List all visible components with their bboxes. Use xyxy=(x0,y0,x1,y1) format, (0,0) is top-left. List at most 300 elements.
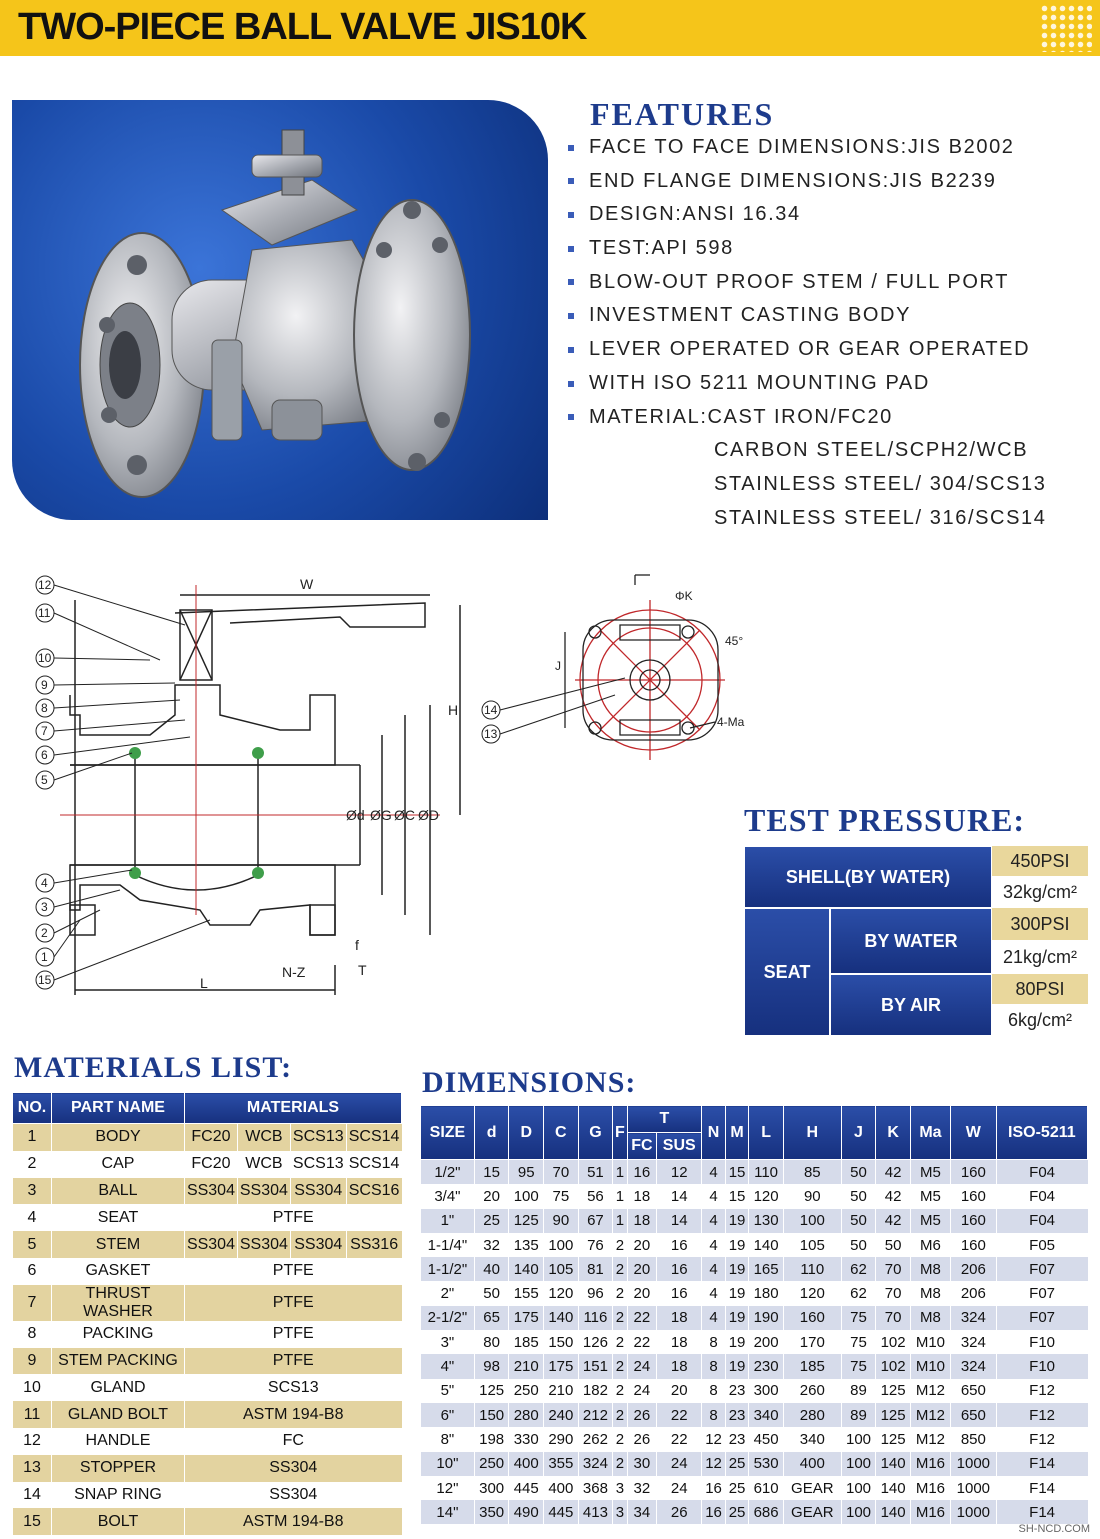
table-cell: 4" xyxy=(421,1354,475,1378)
table-cell: GLAND xyxy=(52,1374,185,1401)
table-cell: 140 xyxy=(876,1476,911,1500)
table-cell: 350 xyxy=(474,1500,509,1524)
col-header: d xyxy=(474,1106,509,1160)
callout-2 xyxy=(36,924,54,942)
table-cell: 95 xyxy=(509,1160,544,1185)
table-cell: 5" xyxy=(421,1379,475,1403)
col-header: N xyxy=(702,1106,726,1160)
table-cell: 185 xyxy=(783,1354,841,1378)
table-cell: 450 xyxy=(749,1427,784,1451)
table-cell: 14 xyxy=(657,1184,702,1208)
table-cell: GEAR xyxy=(783,1476,841,1500)
dim-label-w: W xyxy=(300,576,314,592)
table-row xyxy=(421,1209,1088,1233)
bullet-icon xyxy=(568,414,574,420)
table-cell: ASTM 194-B8 xyxy=(185,1508,402,1535)
table-cell: 280 xyxy=(509,1403,544,1427)
table-row xyxy=(421,1500,1088,1524)
table-cell: 210 xyxy=(509,1354,544,1378)
table-cell: 1 xyxy=(613,1184,627,1208)
table-cell: 14" xyxy=(421,1500,475,1524)
table-cell: 50 xyxy=(841,1209,876,1233)
feature-item: DESIGN:ANSI 16.34 xyxy=(568,203,1046,237)
table-cell: 18 xyxy=(657,1330,702,1354)
svg-text:12: 12 xyxy=(38,578,52,592)
table-cell: STEM PACKING xyxy=(52,1348,185,1375)
table-cell: 23 xyxy=(725,1379,749,1403)
table-cell: 50 xyxy=(474,1281,509,1305)
table-cell: F07 xyxy=(996,1257,1087,1281)
callout-8 xyxy=(36,699,54,717)
table-cell: 40 xyxy=(474,1257,509,1281)
dim-label-og: ØG xyxy=(370,807,392,823)
table-cell: 42 xyxy=(876,1209,911,1233)
table-cell: SS304 xyxy=(185,1455,402,1482)
table-cell: ASTM 194-B8 xyxy=(185,1401,402,1428)
table-row xyxy=(421,1354,1088,1378)
table-cell: 340 xyxy=(749,1403,784,1427)
table-cell: 19 xyxy=(725,1209,749,1233)
table-cell: 90 xyxy=(544,1209,579,1233)
table-cell: F14 xyxy=(996,1452,1087,1476)
table-row xyxy=(421,1184,1088,1208)
table-cell: F05 xyxy=(996,1233,1087,1257)
table-cell: 240 xyxy=(544,1403,579,1427)
table-cell: 18 xyxy=(657,1354,702,1378)
svg-text:5: 5 xyxy=(41,773,48,787)
table-cell: 110 xyxy=(749,1160,784,1185)
table-cell: 160 xyxy=(951,1184,997,1208)
table-cell: 120 xyxy=(783,1281,841,1305)
table-cell: 16 xyxy=(702,1476,726,1500)
table-cell: 18 xyxy=(627,1209,657,1233)
feature-material-line: CARBON STEEL/SCPH2/WCB xyxy=(714,439,1029,462)
table-cell: 2 xyxy=(613,1330,627,1354)
table-cell: 56 xyxy=(578,1184,613,1208)
table-cell: 160 xyxy=(951,1209,997,1233)
col-header: L xyxy=(749,1106,784,1160)
table-cell: M12 xyxy=(910,1379,950,1403)
table-row xyxy=(13,1258,402,1285)
table-cell: GASKET xyxy=(52,1258,185,1285)
table-cell: 102 xyxy=(876,1354,911,1378)
table-cell: 8 xyxy=(702,1330,726,1354)
table-cell: 8" xyxy=(421,1427,475,1451)
table-cell: 14 xyxy=(13,1482,52,1509)
table-cell: 4 xyxy=(702,1281,726,1305)
table-cell: 12 xyxy=(702,1427,726,1451)
bullet-icon xyxy=(568,246,574,252)
table-cell: 126 xyxy=(578,1330,613,1354)
table-cell: 400 xyxy=(783,1452,841,1476)
table-cell: 89 xyxy=(841,1379,876,1403)
table-row xyxy=(421,1452,1088,1476)
table-row xyxy=(13,1374,402,1401)
table-cell: 445 xyxy=(509,1476,544,1500)
table-cell: 2 xyxy=(613,1281,627,1305)
callout-3 xyxy=(36,898,54,916)
table-cell: 15 xyxy=(474,1160,509,1185)
dim-label-angle: 45° xyxy=(725,634,744,648)
table-cell: 650 xyxy=(951,1379,997,1403)
table-cell: 120 xyxy=(544,1281,579,1305)
table-cell: 14 xyxy=(657,1209,702,1233)
table-cell: F10 xyxy=(996,1330,1087,1354)
table-cell: 75 xyxy=(544,1184,579,1208)
table-cell: 23 xyxy=(725,1403,749,1427)
table-cell: 340 xyxy=(783,1427,841,1451)
table-row xyxy=(13,1348,402,1375)
table-cell: 26 xyxy=(657,1500,702,1524)
table-cell: 81 xyxy=(578,1257,613,1281)
table-cell: 20 xyxy=(627,1233,657,1257)
table-cell: HANDLE xyxy=(52,1428,185,1455)
table-cell: 1 xyxy=(13,1124,52,1151)
table-cell: 160 xyxy=(783,1306,841,1330)
table-cell: 16 xyxy=(657,1233,702,1257)
table-cell: 2 xyxy=(613,1452,627,1476)
table-cell: 445 xyxy=(544,1500,579,1524)
table-cell: PACKING xyxy=(52,1321,185,1348)
table-cell: 16 xyxy=(657,1257,702,1281)
table-cell: 20 xyxy=(474,1184,509,1208)
table-cell: 2" xyxy=(421,1281,475,1305)
table-cell: F07 xyxy=(996,1306,1087,1330)
table-cell: PTFE xyxy=(185,1258,402,1285)
table-cell: 8 xyxy=(702,1403,726,1427)
table-cell: 70 xyxy=(876,1281,911,1305)
col-header: MATERIALS xyxy=(185,1093,402,1124)
col-header: D xyxy=(509,1106,544,1160)
table-cell: 2 xyxy=(613,1427,627,1451)
table-cell: 1 xyxy=(613,1160,627,1185)
table-cell: M8 xyxy=(910,1281,950,1305)
table-cell: 260 xyxy=(783,1379,841,1403)
table-row xyxy=(13,1455,402,1482)
dim-label-f: f xyxy=(355,937,359,953)
table-cell: 140 xyxy=(544,1306,579,1330)
table-cell: SEAT xyxy=(52,1204,185,1231)
table-cell: F14 xyxy=(996,1476,1087,1500)
table-cell: 120 xyxy=(749,1184,784,1208)
table-cell: STOPPER xyxy=(52,1455,185,1482)
table-cell: M5 xyxy=(910,1160,950,1185)
table-cell: 110 xyxy=(783,1257,841,1281)
col-subheader: FC xyxy=(627,1133,657,1160)
materials-heading: MATERIALS LIST: xyxy=(14,1051,293,1084)
table-cell: 24 xyxy=(657,1476,702,1500)
dim-label-h: H xyxy=(448,702,459,718)
table-cell: FC20 xyxy=(185,1124,238,1151)
table-cell: 3 xyxy=(613,1500,627,1524)
table-row xyxy=(421,1476,1088,1500)
table-cell: M6 xyxy=(910,1233,950,1257)
table-cell: 2-1/2" xyxy=(421,1306,475,1330)
table-cell: 324 xyxy=(578,1452,613,1476)
header-bar xyxy=(0,0,1100,56)
by-air-kg: 6kg/cm² xyxy=(1007,1009,1072,1030)
table-cell: 51 xyxy=(578,1160,613,1185)
table-cell: 150 xyxy=(474,1403,509,1427)
table-cell: 3" xyxy=(421,1330,475,1354)
table-cell: F12 xyxy=(996,1403,1087,1427)
col-header: G xyxy=(578,1106,613,1160)
table-cell: 160 xyxy=(951,1160,997,1185)
table-cell: 76 xyxy=(578,1233,613,1257)
bullet-icon xyxy=(568,178,574,184)
watermark: SH-NCD.COM xyxy=(1018,1523,1090,1535)
ball-valve-image xyxy=(12,100,548,520)
table-cell: 75 xyxy=(841,1306,876,1330)
table-cell: 32 xyxy=(474,1233,509,1257)
table-cell: SCS14 xyxy=(346,1151,401,1178)
table-cell: 105 xyxy=(783,1233,841,1257)
table-cell: 16 xyxy=(702,1500,726,1524)
table-cell: 1" xyxy=(421,1209,475,1233)
dimensions-table xyxy=(420,1105,1088,1524)
table-cell: 2 xyxy=(613,1257,627,1281)
table-cell: SCS16 xyxy=(346,1178,401,1205)
col-header: M xyxy=(725,1106,749,1160)
svg-text:7: 7 xyxy=(41,724,48,738)
table-cell: 25 xyxy=(725,1500,749,1524)
table-cell: 62 xyxy=(841,1281,876,1305)
table-row xyxy=(421,1403,1088,1427)
table-row xyxy=(421,1160,1088,1185)
table-cell: 206 xyxy=(951,1257,997,1281)
callout-14 xyxy=(482,701,500,719)
bullet-icon xyxy=(568,381,574,387)
table-cell: BODY xyxy=(52,1124,185,1151)
table-cell: 250 xyxy=(474,1452,509,1476)
table-cell: 180 xyxy=(749,1281,784,1305)
table-cell: 34 xyxy=(627,1500,657,1524)
table-cell: 300 xyxy=(749,1379,784,1403)
table-cell: CAP xyxy=(52,1151,185,1178)
table-cell: 2 xyxy=(613,1233,627,1257)
table-cell: 24 xyxy=(657,1452,702,1476)
table-cell: 8 xyxy=(13,1321,52,1348)
table-cell: WCB xyxy=(237,1151,290,1178)
table-cell: PTFE xyxy=(185,1285,402,1321)
col-header: NO. xyxy=(13,1093,52,1124)
callout-12 xyxy=(36,576,54,594)
table-cell: 355 xyxy=(544,1452,579,1476)
table-cell: 98 xyxy=(474,1354,509,1378)
table-row xyxy=(13,1428,402,1455)
by-water-psi: 300PSI xyxy=(992,908,1088,940)
table-cell: 4 xyxy=(13,1204,52,1231)
table-cell: M16 xyxy=(910,1476,950,1500)
table-cell: 12 xyxy=(657,1160,702,1185)
table-cell: 19 xyxy=(725,1354,749,1378)
table-cell: SCS13 xyxy=(290,1124,346,1151)
table-row xyxy=(13,1401,402,1428)
bullet-icon xyxy=(568,212,574,218)
table-cell: 65 xyxy=(474,1306,509,1330)
table-cell: 10 xyxy=(13,1374,52,1401)
table-cell: 185 xyxy=(509,1330,544,1354)
table-cell: M12 xyxy=(910,1427,950,1451)
callout-7 xyxy=(36,722,54,740)
table-cell: 324 xyxy=(951,1306,997,1330)
table-cell: 400 xyxy=(509,1452,544,1476)
table-cell: 16 xyxy=(657,1281,702,1305)
table-cell: 22 xyxy=(657,1403,702,1427)
table-cell: SCS13 xyxy=(290,1151,346,1178)
table-cell: 368 xyxy=(578,1476,613,1500)
table-cell: 2 xyxy=(613,1354,627,1378)
table-cell: SNAP RING xyxy=(52,1482,185,1509)
table-cell: F10 xyxy=(996,1354,1087,1378)
table-row xyxy=(13,1321,402,1348)
table-cell: 50 xyxy=(841,1160,876,1185)
table-cell: BOLT xyxy=(52,1508,185,1535)
table-cell: 42 xyxy=(876,1160,911,1185)
dim-label-od: ØD xyxy=(418,807,439,823)
table-cell: 12" xyxy=(421,1476,475,1500)
table-cell: 7 xyxy=(13,1285,52,1321)
table-cell: F04 xyxy=(996,1209,1087,1233)
table-cell: 530 xyxy=(749,1452,784,1476)
table-row xyxy=(421,1233,1088,1257)
feature-item: INVESTMENT CASTING BODY xyxy=(568,304,1046,338)
table-cell: 175 xyxy=(509,1306,544,1330)
table-cell: 140 xyxy=(876,1500,911,1524)
dot-pattern-decoration xyxy=(1040,4,1092,52)
table-cell: 9 xyxy=(13,1348,52,1375)
table-cell: 50 xyxy=(876,1233,911,1257)
dim-label-l: L xyxy=(200,975,208,991)
shell-label: SHELL(BY WATER) xyxy=(744,846,992,908)
col-header: SIZE xyxy=(421,1106,475,1160)
table-cell: 19 xyxy=(725,1281,749,1305)
svg-text:3: 3 xyxy=(41,900,48,914)
table-cell: M16 xyxy=(910,1452,950,1476)
feature-item: MATERIAL:CAST IRON/FC20 xyxy=(568,406,1046,440)
table-cell: PTFE xyxy=(185,1348,402,1375)
table-row xyxy=(13,1204,402,1231)
table-cell: 280 xyxy=(783,1403,841,1427)
table-cell: 100 xyxy=(841,1500,876,1524)
feature-item: BLOW-OUT PROOF STEM / FULL PORT xyxy=(568,271,1046,305)
svg-text:9: 9 xyxy=(41,678,48,692)
table-cell: 6" xyxy=(421,1403,475,1427)
dim-label-t: T xyxy=(358,962,367,978)
col-subheader: SUS xyxy=(657,1133,702,1160)
table-cell: 4 xyxy=(702,1257,726,1281)
table-cell: 15 xyxy=(725,1160,749,1185)
dim-label-odd: Ød xyxy=(346,807,365,823)
test-pressure-table xyxy=(744,846,1088,1036)
shell-psi: 450PSI xyxy=(992,846,1088,876)
table-cell: F04 xyxy=(996,1160,1087,1185)
table-row xyxy=(13,1482,402,1509)
shell-kg: 32kg/cm² xyxy=(1002,881,1078,902)
feature-item: LEVER OPERATED OR GEAR OPERATED xyxy=(568,338,1046,372)
table-cell: F04 xyxy=(996,1184,1087,1208)
table-cell: 13 xyxy=(13,1455,52,1482)
table-cell: M16 xyxy=(910,1500,950,1524)
table-cell: 175 xyxy=(544,1354,579,1378)
svg-text:14: 14 xyxy=(484,703,498,717)
table-cell: 4 xyxy=(702,1233,726,1257)
table-cell: 125 xyxy=(474,1379,509,1403)
table-cell: 140 xyxy=(876,1452,911,1476)
callout-10 xyxy=(36,649,54,667)
table-cell: 62 xyxy=(841,1257,876,1281)
table-row xyxy=(421,1379,1088,1403)
seat-label: SEAT xyxy=(744,908,830,1036)
table-cell: 67 xyxy=(578,1209,613,1233)
table-cell: THRUST WASHER xyxy=(52,1285,185,1321)
table-cell: 90 xyxy=(783,1184,841,1208)
col-header: K xyxy=(876,1106,911,1160)
callout-15 xyxy=(36,971,54,989)
svg-text:6: 6 xyxy=(41,748,48,762)
table-cell: 20 xyxy=(657,1379,702,1403)
table-cell: 19 xyxy=(725,1233,749,1257)
table-cell: 1-1/4" xyxy=(421,1233,475,1257)
table-cell: 12 xyxy=(702,1452,726,1476)
table-cell: 25 xyxy=(474,1209,509,1233)
table-cell: 198 xyxy=(474,1427,509,1451)
table-cell: 5 xyxy=(13,1231,52,1258)
table-cell: 262 xyxy=(578,1427,613,1451)
table-cell: 8 xyxy=(702,1379,726,1403)
table-cell: 230 xyxy=(749,1354,784,1378)
table-cell: 1000 xyxy=(951,1500,997,1524)
col-header: F xyxy=(613,1106,627,1160)
table-cell: 206 xyxy=(951,1281,997,1305)
table-row xyxy=(13,1508,402,1535)
table-row xyxy=(421,1330,1088,1354)
table-cell: SS304 xyxy=(237,1231,290,1258)
table-cell: 200 xyxy=(749,1330,784,1354)
table-cell: 6 xyxy=(13,1258,52,1285)
table-cell: 70 xyxy=(876,1257,911,1281)
table-cell: 100 xyxy=(509,1184,544,1208)
table-cell: 135 xyxy=(509,1233,544,1257)
table-cell: 3 xyxy=(613,1476,627,1500)
table-cell: SS304 xyxy=(185,1482,402,1509)
table-cell: 2 xyxy=(613,1306,627,1330)
table-cell: 4 xyxy=(702,1184,726,1208)
product-photo xyxy=(12,100,548,520)
table-cell: GEAR xyxy=(783,1500,841,1524)
svg-text:4: 4 xyxy=(41,876,48,890)
table-cell: 11 xyxy=(13,1401,52,1428)
table-cell: 42 xyxy=(876,1184,911,1208)
table-cell: 400 xyxy=(544,1476,579,1500)
table-cell: 290 xyxy=(544,1427,579,1451)
table-cell: 413 xyxy=(578,1500,613,1524)
page-title: TWO-PIECE BALL VALVE JIS10K xyxy=(18,6,587,48)
table-cell: 20 xyxy=(627,1281,657,1305)
dimensions-heading: DIMENSIONS: xyxy=(422,1066,637,1099)
table-cell: 24 xyxy=(627,1354,657,1378)
materials-table xyxy=(12,1092,402,1535)
table-cell: 140 xyxy=(509,1257,544,1281)
table-cell: 15 xyxy=(725,1184,749,1208)
table-cell: M8 xyxy=(910,1257,950,1281)
table-cell: 96 xyxy=(578,1281,613,1305)
dim-label-oc: ØC xyxy=(394,807,415,823)
mounting-pad-drawing xyxy=(475,570,775,780)
table-cell: 24 xyxy=(627,1379,657,1403)
table-cell: FC xyxy=(185,1428,402,1455)
table-cell: FC20 xyxy=(185,1151,238,1178)
